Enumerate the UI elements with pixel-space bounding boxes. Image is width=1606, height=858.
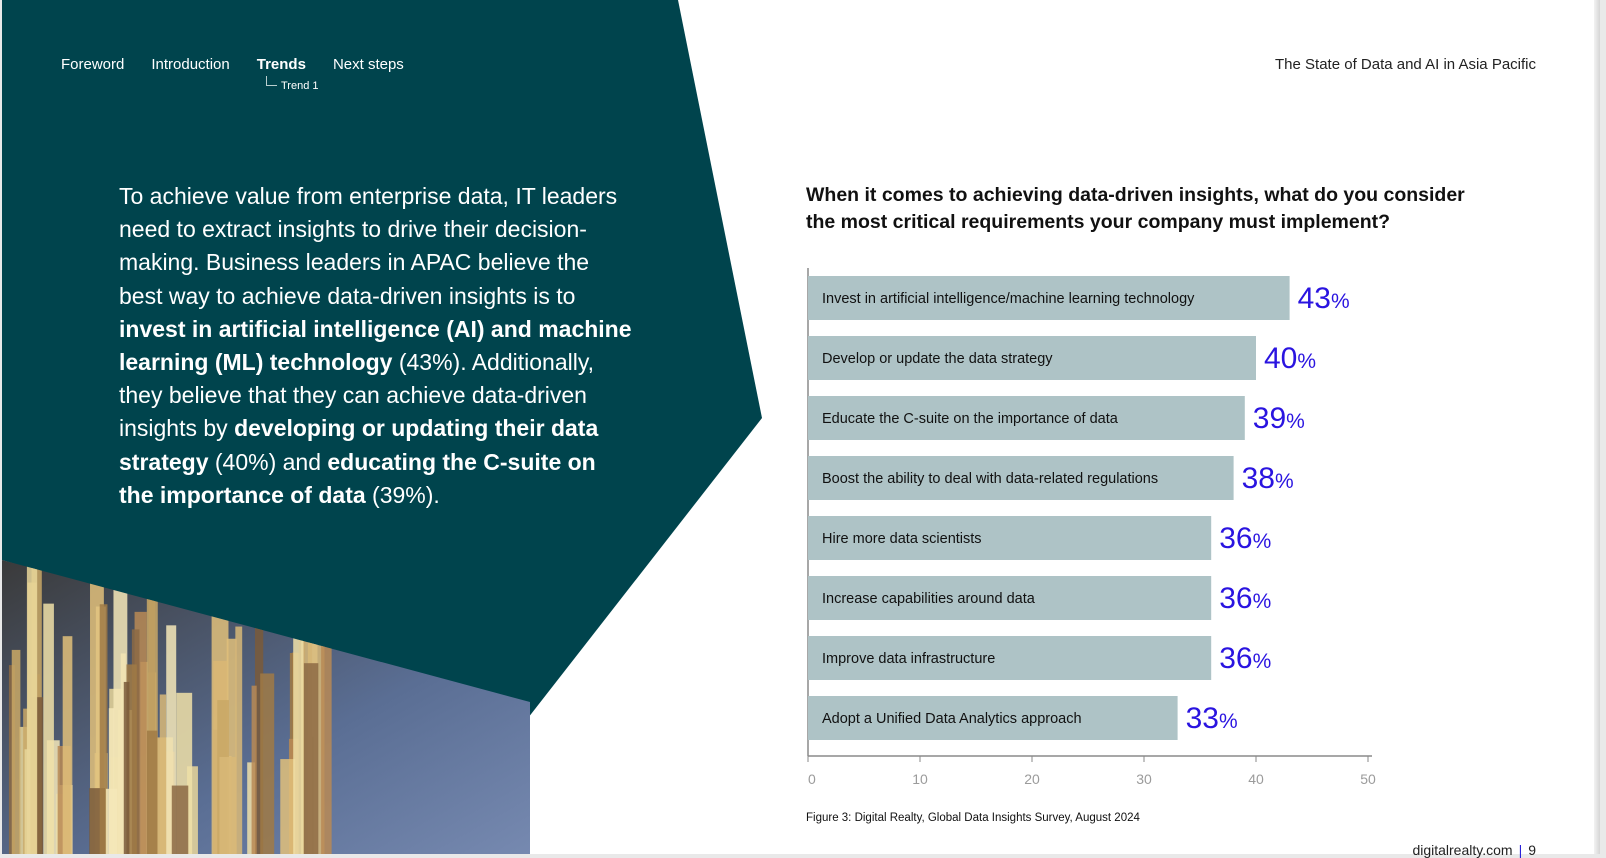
intro-bold-3: educating the C-suite on the importance of data (119, 448, 596, 508)
subnav-label: Trend 1 (281, 80, 319, 92)
x-tick-label: 20 (1024, 771, 1040, 787)
x-tick-label: 30 (1136, 771, 1152, 787)
page-footer (1412, 842, 1536, 858)
bar-category-label: Improve data infrastructure (822, 651, 996, 667)
section-nav (61, 56, 431, 74)
nav-trends[interactable]: Trends (256, 56, 306, 73)
x-tick-label: 40 (1248, 771, 1264, 787)
intro-paragraph (119, 180, 634, 512)
bar-category-label: Increase capabilities around data (822, 591, 1035, 607)
bar-category-label: Invest in artificial intelligence/machine learning technology (822, 291, 1195, 307)
photo-pillar (304, 663, 318, 854)
bar-value-label: 36% (1219, 642, 1272, 675)
intro-text-2: (43%). Additionally, they believe that they can achieve data-driven insights by (119, 349, 595, 442)
photo-pillar (160, 694, 166, 854)
intro-text-4: (39%). (365, 481, 440, 508)
photo-pillar (280, 759, 295, 854)
bar-value-label: 36% (1219, 522, 1272, 555)
intro-bold-1: invest in artificial intelligence (AI) and machine learning (ML) technology (119, 315, 632, 376)
bar-value-label: 38% (1241, 462, 1294, 495)
intro-bold-2: developing or updating their data strategy (119, 415, 599, 475)
photo-pillar (27, 561, 37, 854)
intro-text-3: (40%) and (208, 448, 328, 475)
bar-value-label: 43% (1297, 282, 1350, 315)
nav-next-steps[interactable]: Next steps (332, 56, 404, 73)
figure-caption: Figure 3: Digital Realty, Global Data Insights Survey, August 2024 (806, 812, 1140, 824)
photo-pillar (260, 673, 274, 854)
photo-pillar (172, 786, 189, 854)
bar-category-label: Hire more data scientists (822, 531, 982, 547)
bar-value-label: 36% (1219, 582, 1272, 615)
document-title: The State of Data and AI in Asia Pacific (1275, 56, 1536, 73)
photo-pillar (124, 682, 130, 854)
bar-value-label: 39% (1252, 402, 1305, 435)
subnav-connector (266, 76, 277, 86)
photo-pillar (106, 789, 117, 854)
photo-pillar (293, 621, 303, 854)
footer-separator: | (1518, 842, 1523, 858)
photo-pillar (252, 686, 257, 854)
photo-pillar (147, 731, 157, 854)
bar-chart (792, 268, 1376, 788)
bar-category-label: Develop or update the data strategy (822, 351, 1053, 367)
bar-category-label: Educate the C-suite on the importance of data (822, 411, 1118, 427)
x-tick-label: 0 (808, 771, 816, 787)
bar-category-label: Adopt a Unified Data Analytics approach (822, 711, 1082, 727)
photo-pillar (219, 757, 236, 854)
report-page (2, 0, 1600, 858)
x-tick-label: 10 (912, 771, 928, 787)
x-tick-label: 50 (1360, 771, 1376, 787)
intro-text-1: To achieve value from enterprise data, IT leaders need to extract insights to drive their decision-making. Business leaders in APAC believe the best way to achieve data-driven insights is to (119, 183, 618, 309)
bar-value-label: 33% (1185, 702, 1238, 735)
nav-introduction[interactable]: Introduction (151, 56, 230, 73)
nav-foreword[interactable]: Foreword (61, 56, 125, 73)
page-number: 9 (1528, 842, 1536, 858)
data-columns-photo (2, 560, 530, 854)
photo-pillar (321, 581, 332, 854)
bar-value-label: 40% (1264, 342, 1317, 375)
page-edge-shadow (1594, 0, 1600, 854)
photo-pillar (63, 636, 73, 854)
photo-pillar (235, 627, 242, 854)
bar-category-label: Boost the ability to deal with data-related regulations (822, 471, 1159, 487)
photo-pillar (43, 604, 54, 854)
photo-pillar (12, 650, 21, 854)
footer-site[interactable]: digitalrealty.com (1412, 842, 1513, 858)
chart-question: When it comes to achieving data-driven insights, what do you consider the most critical requirements your company must implement? (806, 184, 1465, 233)
